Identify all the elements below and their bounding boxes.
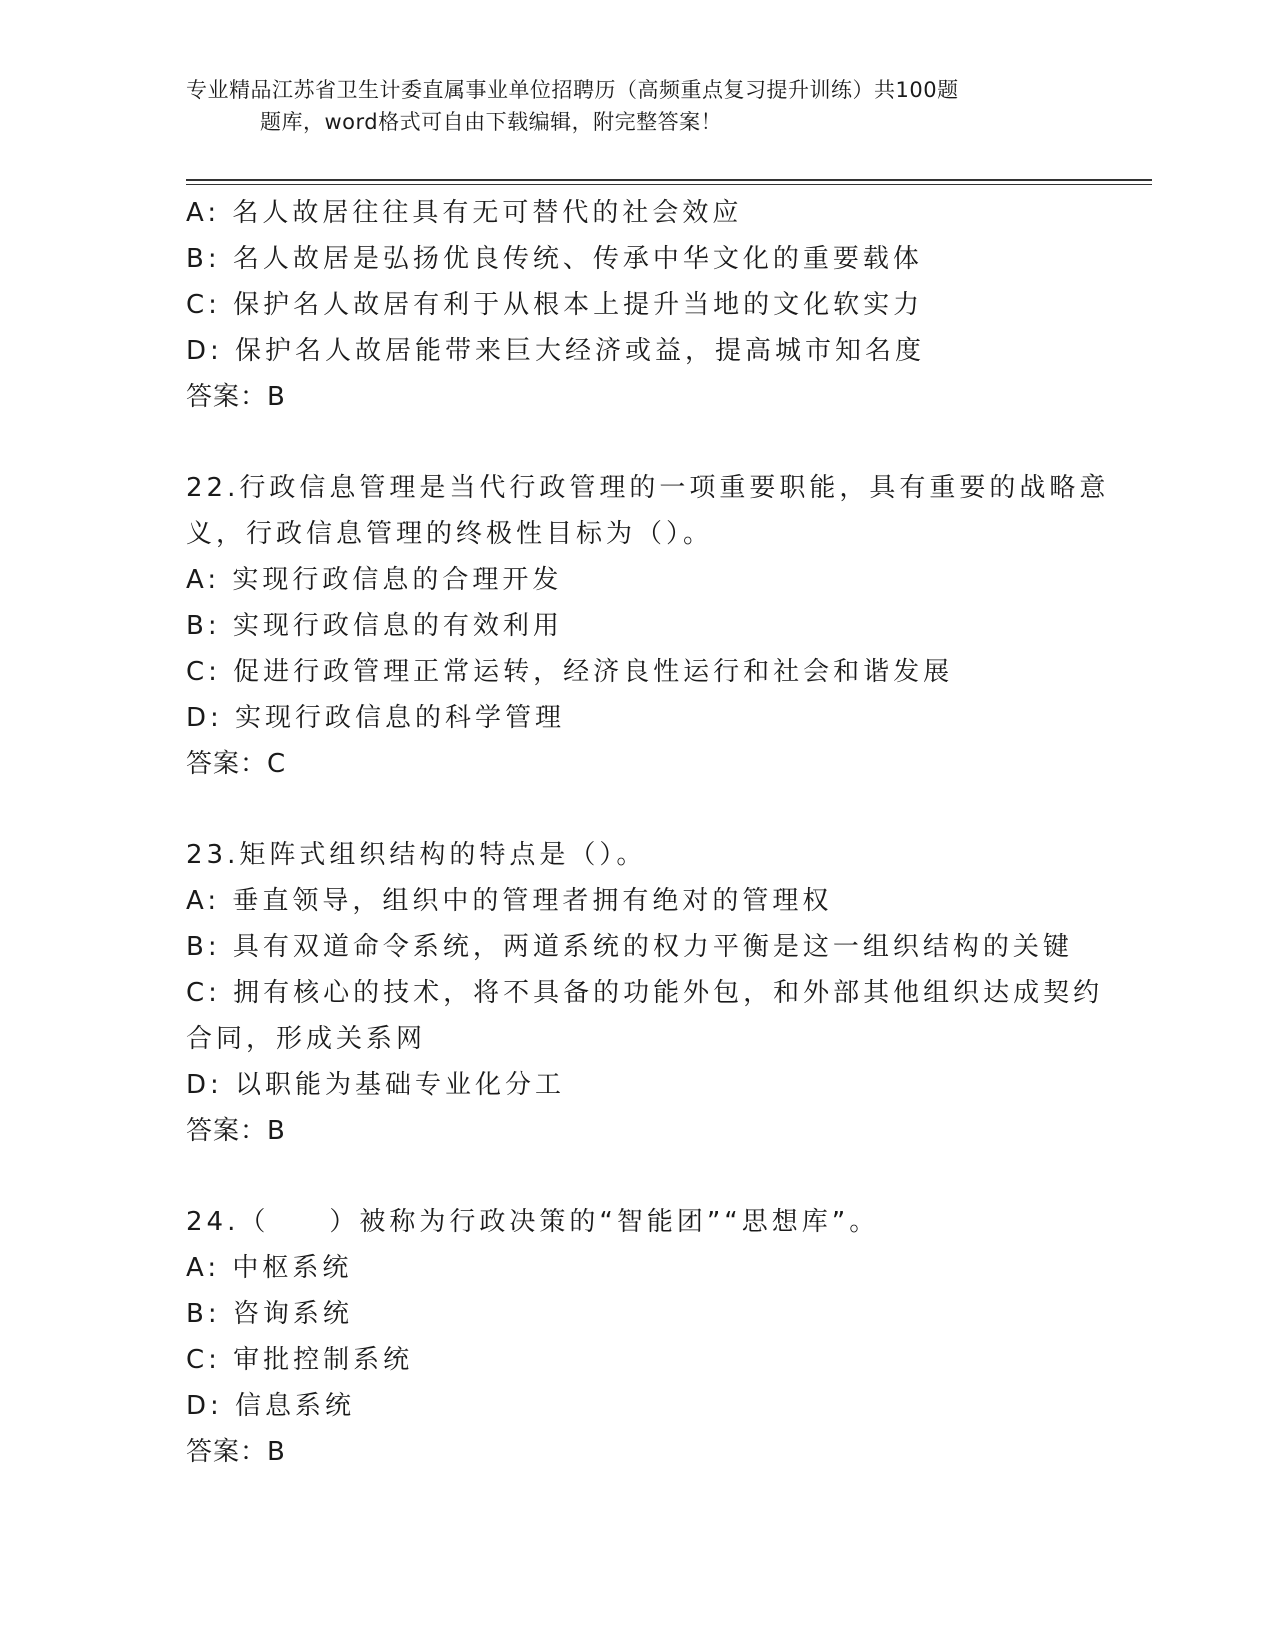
option-a: A: 中枢系统 <box>186 1253 353 1283</box>
question-21 <box>186 190 1116 420</box>
option-a: A: 实现行政信息的合理开发 <box>186 565 563 595</box>
option-b: B: 名人故居是弘扬优良传统、传承中华文化的重要载体 <box>186 244 923 274</box>
question-stem: 24.（ ）被称为行政决策的“智能团”“思想库”。 <box>186 1207 880 1237</box>
document-header <box>186 74 1086 138</box>
option-a: A: 名人故居往往具有无可替代的社会效应 <box>186 198 743 228</box>
option-d: D: 实现行政信息的科学管理 <box>186 703 566 733</box>
option-b: B: 具有双道命令系统，两道系统的权力平衡是这一组织结构的关键 <box>186 932 1073 962</box>
answer: 答案：B <box>186 382 286 412</box>
option-d: D: 以职能为基础专业化分工 <box>186 1070 566 1100</box>
question-23 <box>186 832 1116 1154</box>
option-b: B: 实现行政信息的有效利用 <box>186 611 563 641</box>
option-c: C: 促进行政管理正常运转，经济良性运行和社会和谐发展 <box>186 657 954 687</box>
header-divider-thin <box>186 184 1152 185</box>
option-a: A: 垂直领导，组织中的管理者拥有绝对的管理权 <box>186 886 833 916</box>
question-22 <box>186 465 1116 787</box>
option-c: C: 审批控制系统 <box>186 1345 414 1375</box>
header-title-line-2: 题库，word格式可自由下载编辑，附完整答案！ <box>260 110 723 134</box>
option-b: B: 咨询系统 <box>186 1299 353 1329</box>
question-content <box>186 190 1116 1475</box>
option-c-continued: 合同，形成关系网 <box>186 1024 427 1054</box>
header-divider-thick <box>186 179 1152 181</box>
question-24 <box>186 1199 1116 1475</box>
option-c: C: 保护名人故居有利于从根本上提升当地的文化软实力 <box>186 290 924 320</box>
answer: 答案：B <box>186 1116 286 1146</box>
question-stem: 22.行政信息管理是当代行政管理的一项重要职能，具有重要的战略意 <box>186 473 1110 503</box>
option-c: C: 拥有核心的技术，将不具备的功能外包，和外部其他组织达成契约 <box>186 978 1104 1008</box>
header-title-line-1: 专业精品江苏省卫生计委直属事业单位招聘历（高频重点复习提升训练）共100题 <box>186 78 959 102</box>
option-d: D: 保护名人故居能带来巨大经济或益，提高城市知名度 <box>186 336 926 366</box>
answer: 答案：B <box>186 1437 286 1467</box>
answer: 答案：C <box>186 749 287 779</box>
question-stem: 23.矩阵式组织结构的特点是（）。 <box>186 840 647 870</box>
question-stem-continued: 义，行政信息管理的终极性目标为（）。 <box>186 519 714 549</box>
option-d: D: 信息系统 <box>186 1391 356 1421</box>
